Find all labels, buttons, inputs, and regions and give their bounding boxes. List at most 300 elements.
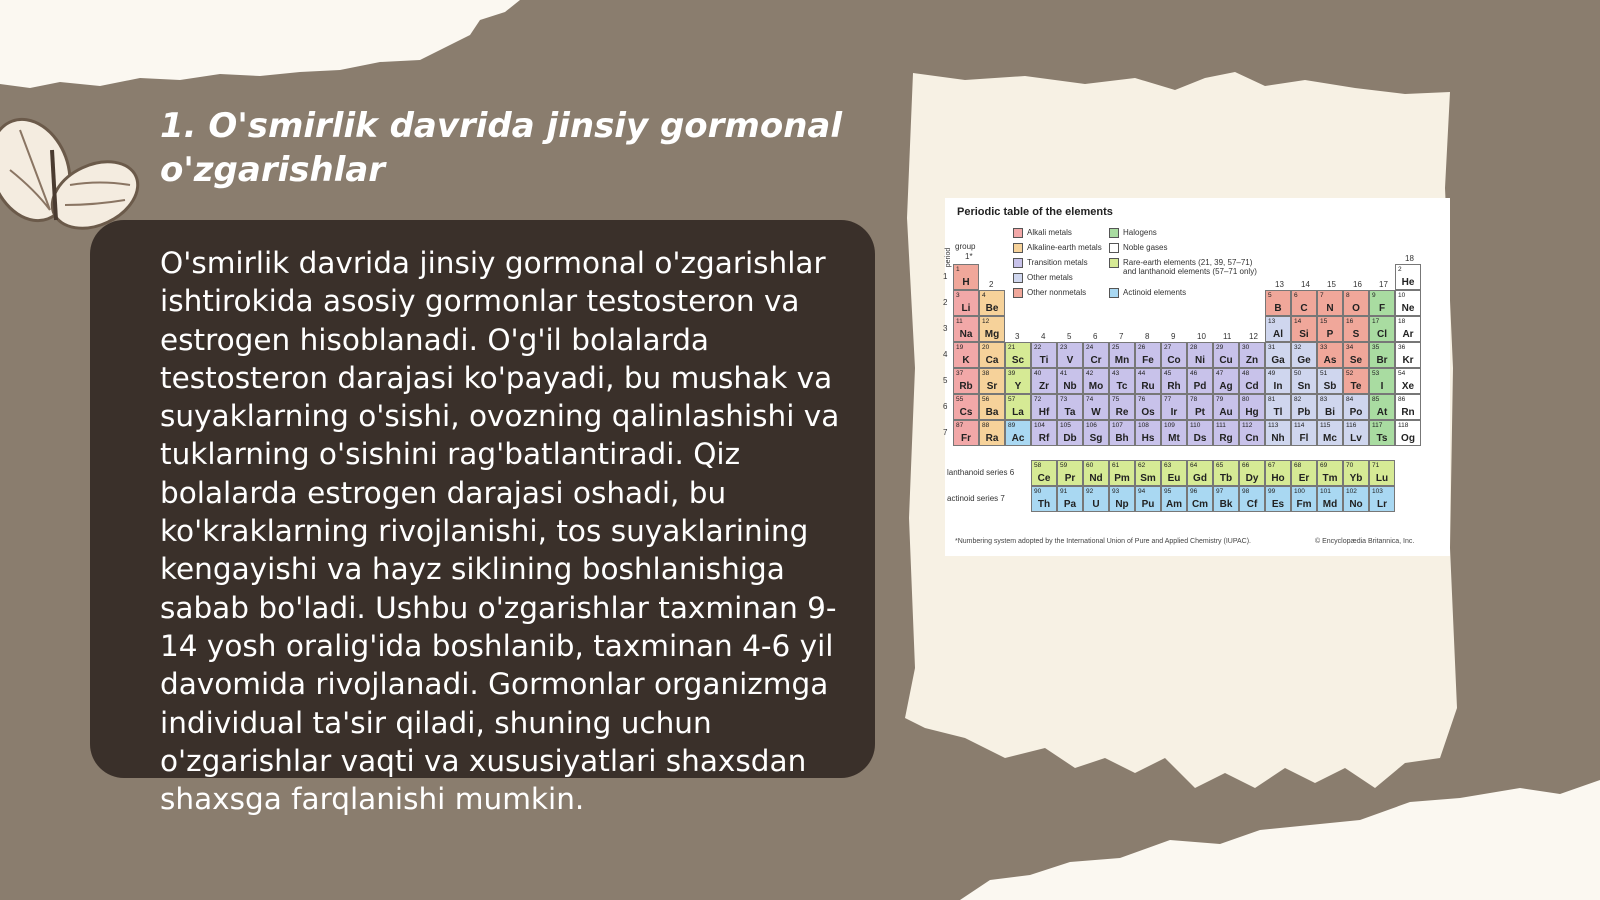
atomic-number: 73 xyxy=(1060,396,1068,403)
element-symbol: Y xyxy=(1014,381,1022,392)
element-symbol: Sb xyxy=(1323,381,1337,392)
atomic-number: 77 xyxy=(1164,396,1172,403)
atomic-number: 45 xyxy=(1164,370,1172,377)
atomic-number: 4 xyxy=(982,292,986,299)
legend-item xyxy=(1013,228,1072,238)
element-cell-db xyxy=(1057,420,1083,446)
element-symbol: Rf xyxy=(1038,433,1050,444)
element-cell-ru xyxy=(1135,368,1161,394)
atomic-number: 90 xyxy=(1034,488,1042,495)
atomic-number: 56 xyxy=(982,396,990,403)
legend-swatch xyxy=(1013,243,1023,253)
element-cell-b xyxy=(1265,290,1291,316)
element-cell-ce xyxy=(1031,460,1057,486)
element-symbol: H xyxy=(962,277,970,288)
element-symbol: Bk xyxy=(1219,499,1233,510)
element-cell-ag xyxy=(1213,368,1239,394)
atomic-number: 24 xyxy=(1086,344,1094,351)
atomic-number: 55 xyxy=(956,396,964,403)
element-cell-o xyxy=(1343,290,1369,316)
element-symbol: Cd xyxy=(1245,381,1259,392)
element-cell-er xyxy=(1291,460,1317,486)
atomic-number: 1 xyxy=(956,266,960,273)
element-cell-pu xyxy=(1135,486,1161,512)
legend-swatch xyxy=(1109,243,1119,253)
atomic-number: 66 xyxy=(1242,462,1250,469)
element-cell-ds xyxy=(1187,420,1213,446)
element-cell-n xyxy=(1317,290,1343,316)
group-number: 18 xyxy=(1405,254,1414,263)
element-cell-he xyxy=(1395,264,1421,290)
group-number: 17 xyxy=(1379,280,1388,289)
element-cell-in xyxy=(1265,368,1291,394)
atomic-number: 99 xyxy=(1268,488,1276,495)
element-symbol: Dy xyxy=(1245,473,1259,484)
atomic-number: 10 xyxy=(1398,292,1406,299)
element-symbol: Te xyxy=(1350,381,1362,392)
group-number: 12 xyxy=(1249,332,1258,341)
element-symbol: Zn xyxy=(1245,355,1259,366)
atomic-number: 19 xyxy=(956,344,964,351)
element-symbol: Ba xyxy=(985,407,999,418)
element-cell-bk xyxy=(1213,486,1239,512)
atomic-number: 6 xyxy=(1294,292,1298,299)
period-number: 5 xyxy=(943,376,948,385)
atomic-number: 31 xyxy=(1268,344,1276,351)
atomic-number: 96 xyxy=(1190,488,1198,495)
period-axis-label: period xyxy=(945,247,953,268)
element-cell-la xyxy=(1005,394,1031,420)
element-cell-lv xyxy=(1343,420,1369,446)
element-cell-cu xyxy=(1213,342,1239,368)
element-symbol: Cn xyxy=(1245,433,1259,444)
element-cell-s xyxy=(1343,316,1369,342)
element-cell-ho xyxy=(1265,460,1291,486)
element-symbol: Ir xyxy=(1170,407,1178,418)
legend-item xyxy=(1109,228,1157,238)
element-cell-tc xyxy=(1109,368,1135,394)
element-cell-nd xyxy=(1083,460,1109,486)
atomic-number: 67 xyxy=(1268,462,1276,469)
element-cell-at xyxy=(1369,394,1395,420)
element-symbol: K xyxy=(962,355,970,366)
element-cell-pr xyxy=(1057,460,1083,486)
element-symbol: Pd xyxy=(1193,381,1207,392)
atomic-number: 23 xyxy=(1060,344,1068,351)
atomic-number: 83 xyxy=(1320,396,1328,403)
element-symbol: Ni xyxy=(1195,355,1205,366)
atomic-number: 13 xyxy=(1268,318,1276,325)
element-symbol: Se xyxy=(1349,355,1363,366)
element-cell-lr xyxy=(1369,486,1395,512)
group-number: 14 xyxy=(1301,280,1310,289)
element-symbol: Tm xyxy=(1322,473,1338,484)
element-cell-ne xyxy=(1395,290,1421,316)
element-symbol: Bh xyxy=(1115,433,1129,444)
atomic-number: 38 xyxy=(982,370,990,377)
atomic-number: 102 xyxy=(1346,488,1357,495)
atomic-number: 94 xyxy=(1138,488,1146,495)
atomic-number: 9 xyxy=(1372,292,1376,299)
element-cell-ts xyxy=(1369,420,1395,446)
atomic-number: 11 xyxy=(956,318,963,325)
element-symbol: Kr xyxy=(1402,355,1414,366)
element-symbol: Fl xyxy=(1299,433,1309,444)
element-symbol: P xyxy=(1326,329,1334,340)
element-symbol: Fr xyxy=(961,433,971,444)
atomic-number: 108 xyxy=(1138,422,1149,429)
atomic-number: 89 xyxy=(1008,422,1016,429)
element-symbol: Pm xyxy=(1114,473,1130,484)
element-symbol: Eu xyxy=(1167,473,1181,484)
atomic-number: 106 xyxy=(1086,422,1097,429)
element-cell-h xyxy=(953,264,979,290)
element-cell-dy xyxy=(1239,460,1265,486)
atomic-number: 78 xyxy=(1190,396,1198,403)
element-symbol: Xe xyxy=(1401,381,1415,392)
element-symbol: Al xyxy=(1273,329,1283,340)
atomic-number: 110 xyxy=(1190,422,1201,429)
atomic-number: 116 xyxy=(1346,422,1357,429)
legend-swatch xyxy=(1013,228,1023,238)
atomic-number: 70 xyxy=(1346,462,1354,469)
group-number: 5 xyxy=(1067,332,1072,341)
atomic-number: 16 xyxy=(1346,318,1354,325)
atomic-number: 2 xyxy=(1398,266,1402,273)
element-cell-yb xyxy=(1343,460,1369,486)
group-number: 16 xyxy=(1353,280,1362,289)
atomic-number: 3 xyxy=(956,292,960,299)
element-cell-br xyxy=(1369,342,1395,368)
group-number: 2 xyxy=(989,280,994,289)
element-cell-nb xyxy=(1057,368,1083,394)
atomic-number: 71 xyxy=(1372,462,1380,469)
atomic-number: 35 xyxy=(1372,344,1380,351)
element-cell-p xyxy=(1317,316,1343,342)
legend-swatch xyxy=(1109,258,1119,268)
atomic-number: 29 xyxy=(1216,344,1224,351)
element-symbol: Ne xyxy=(1401,303,1415,314)
element-cell-gd xyxy=(1187,460,1213,486)
atomic-number: 18 xyxy=(1398,318,1406,325)
atomic-number: 64 xyxy=(1190,462,1198,469)
element-cell-rn xyxy=(1395,394,1421,420)
element-symbol: Lu xyxy=(1375,473,1389,484)
atomic-number: 82 xyxy=(1294,396,1302,403)
atomic-number: 101 xyxy=(1320,488,1331,495)
atomic-number: 97 xyxy=(1216,488,1224,495)
element-symbol: I xyxy=(1380,381,1384,392)
slide-body-text: O'smirlik davrida jinsiy gormonal o'zgarishlar ishtirokida asosiy gormonlar testosteron va estrogen hisoblanadi. O'g'il bolalarda testosteron darajasi ko'payadi, bu mushak va suyaklarning o'sishi, ovozning qalinlashishi va tuklarning o'sishini rag'batlantiradi. Qiz bolalarda estrogen darajasi oshadi, bu ko'kraklarning rivojlanishi, tos suyaklarining kengayishi va hayz siklining boshlanishiga sabab bo'ladi. Ushbu o'zgarishlar taxminan 9-14 yosh oralig'ida boshlanib, taxminan 4-6 yil davomida rivojlanadi. Gormonlar organizmga individual ta'sir qiladi, shuning uchun o'zgarishlar vaqti va xususiyatlari shaxsdan shaxsga farqlanishi mumkin. xyxy=(160,246,840,817)
atomic-number: 14 xyxy=(1294,318,1302,325)
atomic-number: 36 xyxy=(1398,344,1406,351)
atomic-number: 7 xyxy=(1320,292,1324,299)
element-cell-no xyxy=(1343,486,1369,512)
atomic-number: 30 xyxy=(1242,344,1250,351)
atomic-number: 40 xyxy=(1034,370,1042,377)
element-cell-mg xyxy=(979,316,1005,342)
legend-label: Noble gases xyxy=(1123,243,1168,252)
legend-swatch xyxy=(1109,228,1119,238)
element-cell-lu xyxy=(1369,460,1395,486)
element-cell-ge xyxy=(1291,342,1317,368)
element-symbol: Nb xyxy=(1063,381,1077,392)
element-symbol: Rh xyxy=(1167,381,1181,392)
periodic-table-copyright: © Encyclopædia Britannica, Inc. xyxy=(1315,538,1415,545)
element-symbol: Mo xyxy=(1088,381,1104,392)
period-number: 6 xyxy=(943,402,948,411)
element-symbol: Ag xyxy=(1219,381,1233,392)
element-cell-xe xyxy=(1395,368,1421,394)
legend-item xyxy=(1109,243,1167,253)
atomic-number: 91 xyxy=(1060,488,1068,495)
element-cell-te xyxy=(1343,368,1369,394)
atomic-number: 85 xyxy=(1372,396,1380,403)
element-cell-cf xyxy=(1239,486,1265,512)
element-symbol: Ti xyxy=(1039,355,1049,366)
element-cell-bi xyxy=(1317,394,1343,420)
series-label: actinoid series 7 xyxy=(947,494,1005,503)
element-symbol: Ds xyxy=(1193,433,1207,444)
element-symbol: Ce xyxy=(1037,473,1051,484)
atomic-number: 12 xyxy=(982,318,990,325)
atomic-number: 80 xyxy=(1242,396,1250,403)
atomic-number: 50 xyxy=(1294,370,1302,377)
element-symbol: Nh xyxy=(1271,433,1285,444)
atomic-number: 42 xyxy=(1086,370,1094,377)
element-cell-pa xyxy=(1057,486,1083,512)
element-symbol: Cs xyxy=(959,407,973,418)
element-cell-tl xyxy=(1265,394,1291,420)
element-cell-zr xyxy=(1031,368,1057,394)
legend-label: Transition metals xyxy=(1027,258,1088,267)
element-cell-pb xyxy=(1291,394,1317,420)
element-cell-bh xyxy=(1109,420,1135,446)
element-symbol: Co xyxy=(1167,355,1181,366)
torn-paper-top-left xyxy=(0,0,560,120)
element-symbol: In xyxy=(1273,381,1283,392)
element-symbol: Tb xyxy=(1219,473,1233,484)
atomic-number: 37 xyxy=(956,370,964,377)
element-symbol: B xyxy=(1274,303,1282,314)
element-cell-pd xyxy=(1187,368,1213,394)
element-cell-na xyxy=(953,316,979,342)
element-symbol: Mc xyxy=(1323,433,1337,444)
periodic-table-footnote: *Numbering system adopted by the International Union of Pure and Applied Chemistry (IUPAC). xyxy=(955,538,1251,545)
element-symbol: Tc xyxy=(1116,381,1128,392)
atomic-number: 117 xyxy=(1372,422,1383,429)
element-cell-pm xyxy=(1109,460,1135,486)
legend-item xyxy=(1013,273,1073,283)
element-cell-nh xyxy=(1265,420,1291,446)
element-symbol: C xyxy=(1300,303,1308,314)
element-cell-mn xyxy=(1109,342,1135,368)
element-cell-os xyxy=(1135,394,1161,420)
element-cell-sn xyxy=(1291,368,1317,394)
legend-label: Actinoid elements xyxy=(1123,288,1187,297)
element-symbol: Sc xyxy=(1011,355,1025,366)
atomic-number: 63 xyxy=(1164,462,1172,469)
element-cell-tb xyxy=(1213,460,1239,486)
element-cell-md xyxy=(1317,486,1343,512)
element-cell-be xyxy=(979,290,1005,316)
atomic-number: 107 xyxy=(1112,422,1123,429)
element-cell-ir xyxy=(1161,394,1187,420)
atomic-number: 68 xyxy=(1294,462,1302,469)
element-symbol: F xyxy=(1378,303,1386,314)
group-number: 4 xyxy=(1041,332,1046,341)
atomic-number: 65 xyxy=(1216,462,1224,469)
element-symbol: Ra xyxy=(985,433,999,444)
element-symbol: Pu xyxy=(1141,499,1155,510)
group-number: 1* xyxy=(965,252,973,261)
atomic-number: 33 xyxy=(1320,344,1328,351)
element-symbol: Ac xyxy=(1011,433,1025,444)
atomic-number: 25 xyxy=(1112,344,1120,351)
series-label: lanthanoid series 6 xyxy=(947,468,1015,477)
element-symbol: Ho xyxy=(1271,473,1285,484)
period-number: 7 xyxy=(943,428,948,437)
atomic-number: 76 xyxy=(1138,396,1146,403)
group-number: 8 xyxy=(1145,332,1150,341)
atomic-number: 20 xyxy=(982,344,990,351)
element-symbol: Cf xyxy=(1246,499,1258,510)
atomic-number: 54 xyxy=(1398,370,1406,377)
element-symbol: Li xyxy=(961,303,971,314)
element-symbol: Ar xyxy=(1402,329,1414,340)
group-number: 9 xyxy=(1171,332,1176,341)
atomic-number: 114 xyxy=(1294,422,1305,429)
element-symbol: Si xyxy=(1299,329,1309,340)
element-symbol: Th xyxy=(1037,499,1051,510)
atomic-number: 92 xyxy=(1086,488,1094,495)
element-cell-re xyxy=(1109,394,1135,420)
atomic-number: 21 xyxy=(1008,344,1016,351)
atomic-number: 81 xyxy=(1268,396,1276,403)
element-cell-i xyxy=(1369,368,1395,394)
element-cell-si xyxy=(1291,316,1317,342)
element-cell-au xyxy=(1213,394,1239,420)
atomic-number: 5 xyxy=(1268,292,1272,299)
element-symbol: No xyxy=(1349,499,1363,510)
element-symbol: Np xyxy=(1115,499,1129,510)
element-symbol: Og xyxy=(1401,433,1415,444)
element-symbol: Sm xyxy=(1140,473,1156,484)
legend-item xyxy=(1109,288,1186,298)
element-symbol: As xyxy=(1323,355,1337,366)
element-symbol: V xyxy=(1066,355,1074,366)
atomic-number: 113 xyxy=(1268,422,1279,429)
element-cell-cs xyxy=(953,394,979,420)
atomic-number: 46 xyxy=(1190,370,1198,377)
element-symbol: Db xyxy=(1063,433,1077,444)
element-symbol: He xyxy=(1401,277,1415,288)
period-number: 2 xyxy=(943,298,948,307)
element-symbol: W xyxy=(1091,407,1101,418)
element-cell-cr xyxy=(1083,342,1109,368)
element-cell-li xyxy=(953,290,979,316)
element-cell-rg xyxy=(1213,420,1239,446)
element-symbol: Hf xyxy=(1038,407,1050,418)
atomic-number: 34 xyxy=(1346,344,1354,351)
element-symbol: Ge xyxy=(1297,355,1311,366)
group-axis-label: group xyxy=(955,242,976,251)
atomic-number: 105 xyxy=(1060,422,1071,429)
element-cell-hf xyxy=(1031,394,1057,420)
element-cell-cd xyxy=(1239,368,1265,394)
atomic-number: 47 xyxy=(1216,370,1224,377)
element-cell-np xyxy=(1109,486,1135,512)
element-symbol: Pa xyxy=(1063,499,1077,510)
element-symbol: Ts xyxy=(1376,433,1388,444)
atomic-number: 104 xyxy=(1034,422,1045,429)
element-cell-cm xyxy=(1187,486,1213,512)
element-cell-fm xyxy=(1291,486,1317,512)
element-cell-as xyxy=(1317,342,1343,368)
element-cell-f xyxy=(1369,290,1395,316)
element-cell-al xyxy=(1265,316,1291,342)
element-cell-mo xyxy=(1083,368,1109,394)
element-symbol: Gd xyxy=(1193,473,1207,484)
element-symbol: U xyxy=(1092,499,1100,510)
element-symbol: Os xyxy=(1141,407,1155,418)
atomic-number: 26 xyxy=(1138,344,1146,351)
element-symbol: Rn xyxy=(1401,407,1415,418)
element-cell-mt xyxy=(1161,420,1187,446)
element-symbol: Po xyxy=(1349,407,1363,418)
element-cell-rf xyxy=(1031,420,1057,446)
atomic-number: 39 xyxy=(1008,370,1016,377)
atomic-number: 28 xyxy=(1190,344,1198,351)
element-symbol: Nd xyxy=(1089,473,1103,484)
element-symbol: Cl xyxy=(1377,329,1387,340)
group-number: 15 xyxy=(1327,280,1336,289)
element-cell-ba xyxy=(979,394,1005,420)
atomic-number: 15 xyxy=(1320,318,1328,325)
element-cell-sm xyxy=(1135,460,1161,486)
element-cell-c xyxy=(1291,290,1317,316)
legend-item xyxy=(1013,243,1102,253)
element-cell-rh xyxy=(1161,368,1187,394)
element-cell-ta xyxy=(1057,394,1083,420)
element-symbol: Hs xyxy=(1141,433,1155,444)
slide-title: 1. O'smirlik davrida jinsiy gormonal o'zgarishlar xyxy=(160,106,843,190)
legend-item xyxy=(1013,288,1086,298)
atomic-number: 59 xyxy=(1060,462,1068,469)
legend-item xyxy=(1109,258,1259,276)
atomic-number: 74 xyxy=(1086,396,1094,403)
atomic-number: 87 xyxy=(956,422,964,429)
atomic-number: 100 xyxy=(1294,488,1305,495)
legend-label: Rare-earth elements (21, 39, 57–71) and lanthanoid elements (57–71 only) xyxy=(1123,258,1257,276)
element-symbol: Cr xyxy=(1090,355,1102,366)
element-symbol: Cu xyxy=(1219,355,1233,366)
element-cell-am xyxy=(1161,486,1187,512)
element-symbol: Pb xyxy=(1297,407,1311,418)
element-symbol: Md xyxy=(1322,499,1338,510)
atomic-number: 61 xyxy=(1112,462,1120,469)
group-number: 11 xyxy=(1223,332,1232,341)
element-symbol: At xyxy=(1376,407,1388,418)
element-cell-th xyxy=(1031,486,1057,512)
atomic-number: 112 xyxy=(1242,422,1253,429)
element-cell-ar xyxy=(1395,316,1421,342)
element-symbol: Be xyxy=(985,303,999,314)
atomic-number: 17 xyxy=(1372,318,1380,325)
element-cell-hs xyxy=(1135,420,1161,446)
group-number: 6 xyxy=(1093,332,1098,341)
element-symbol: Pt xyxy=(1195,407,1205,418)
